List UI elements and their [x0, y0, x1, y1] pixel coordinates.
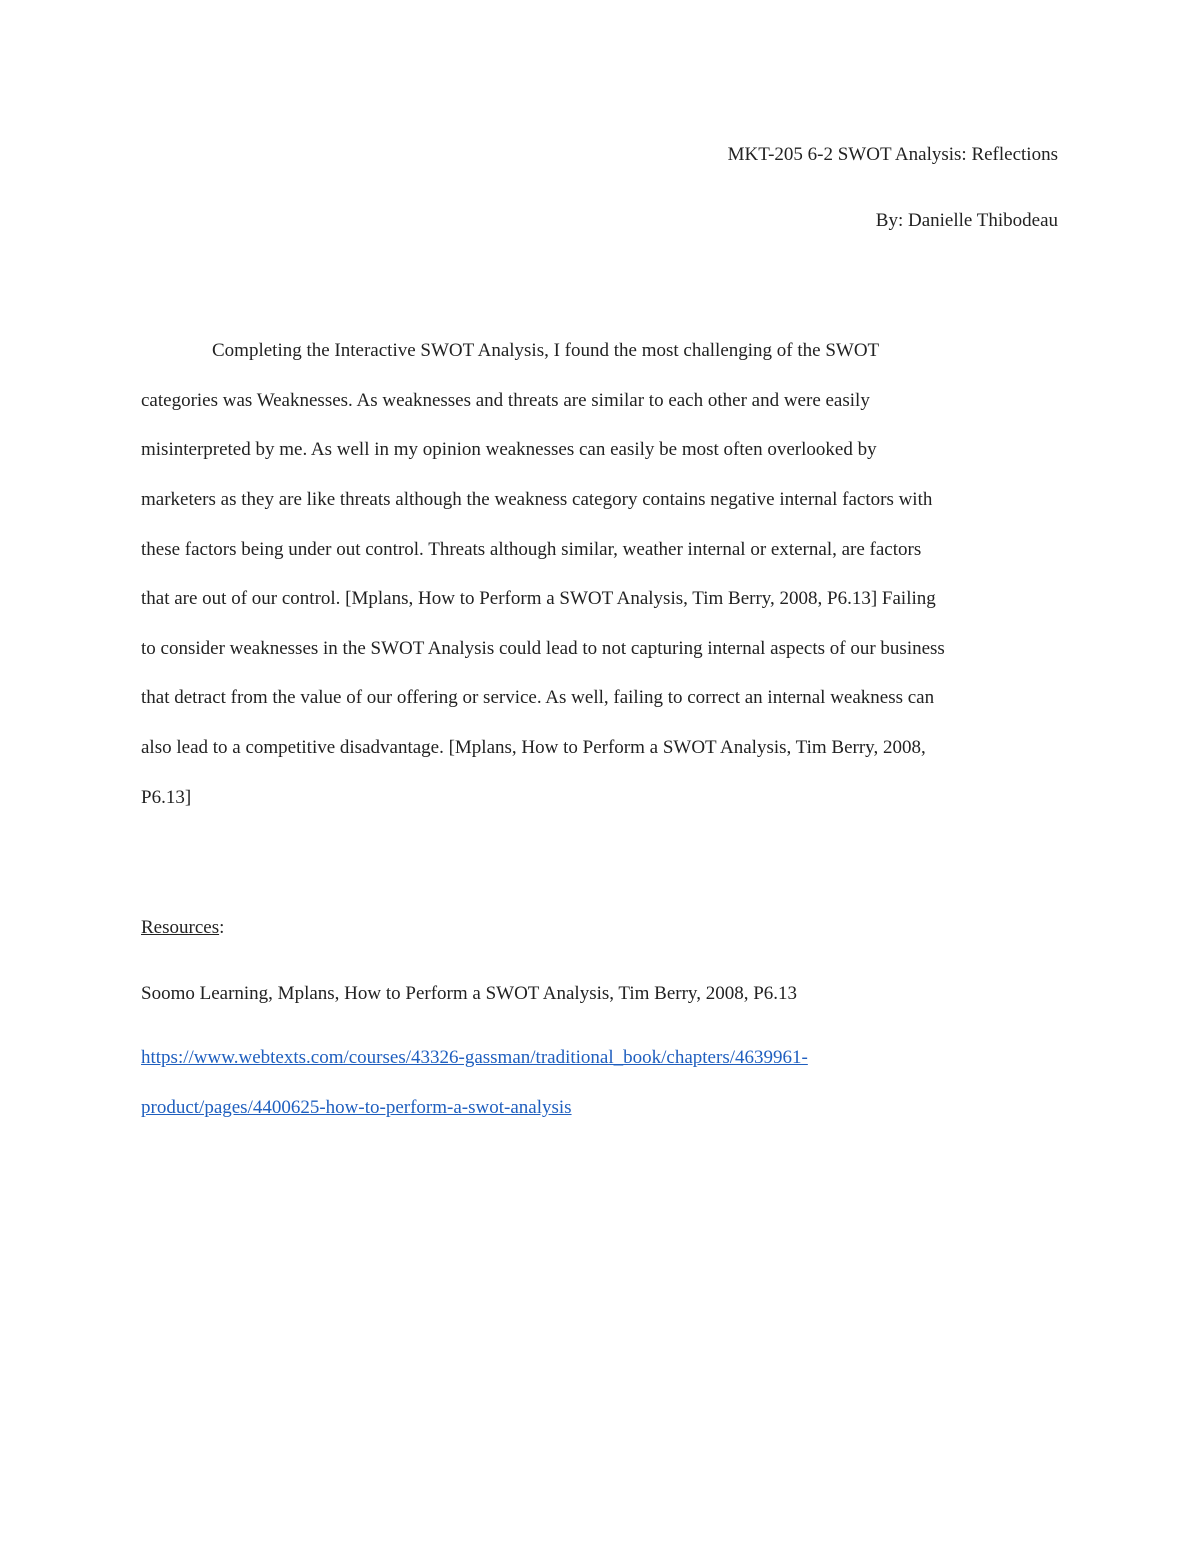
- document-title: MKT-205 6-2 SWOT Analysis: Reflections: [727, 144, 1058, 165]
- resources-heading-label: Resources: [141, 917, 220, 938]
- paragraph-line: Completing the Interactive SWOT Analysis, I found the most challenging of the SWOT: [212, 340, 880, 361]
- resource-citation: Soomo Learning, Mplans, How to Perform a SWOT Analysis, Tim Berry, 2008, P6.13: [141, 983, 798, 1004]
- paragraph-line: P6.13]: [141, 787, 192, 808]
- resources-heading-colon: :: [219, 917, 225, 938]
- paragraph-line: to consider weaknesses in the SWOT Analysis could lead to not capturing internal aspects of our business: [141, 638, 945, 659]
- paragraph-line: that are out of our control. [Mplans, How to Perform a SWOT Analysis, Tim Berry, 2008, P6.13] Failing: [141, 588, 936, 609]
- document-author: By: Danielle Thibodeau: [875, 210, 1058, 231]
- resource-link[interactable]: https://www.webtexts.com/courses/43326-gassman/traditional_book/chapters/4639961-: [141, 1047, 808, 1068]
- paragraph-line: these factors being under out control. Threats although similar, weather internal or external, are factors: [141, 539, 922, 560]
- resource-link-continued[interactable]: product/pages/4400625-how-to-perform-a-swot-analysis: [141, 1097, 572, 1118]
- paragraph-line: marketers as they are like threats although the weakness category contains negative internal factors with: [141, 489, 933, 510]
- resources-heading: [141, 916, 224, 940]
- paragraph-line: misinterpreted by me. As well in my opinion weaknesses can easily be most often overlooked by: [141, 439, 877, 460]
- paragraph-line: also lead to a competitive disadvantage. [Mplans, How to Perform a SWOT Analysis, Tim Berry, 2008,: [141, 737, 926, 758]
- paragraph-line: that detract from the value of our offering or service. As well, failing to correct an internal weakness can: [141, 687, 935, 708]
- paragraph-line: categories was Weaknesses. As weaknesses and threats are similar to each other and were easily: [141, 390, 870, 411]
